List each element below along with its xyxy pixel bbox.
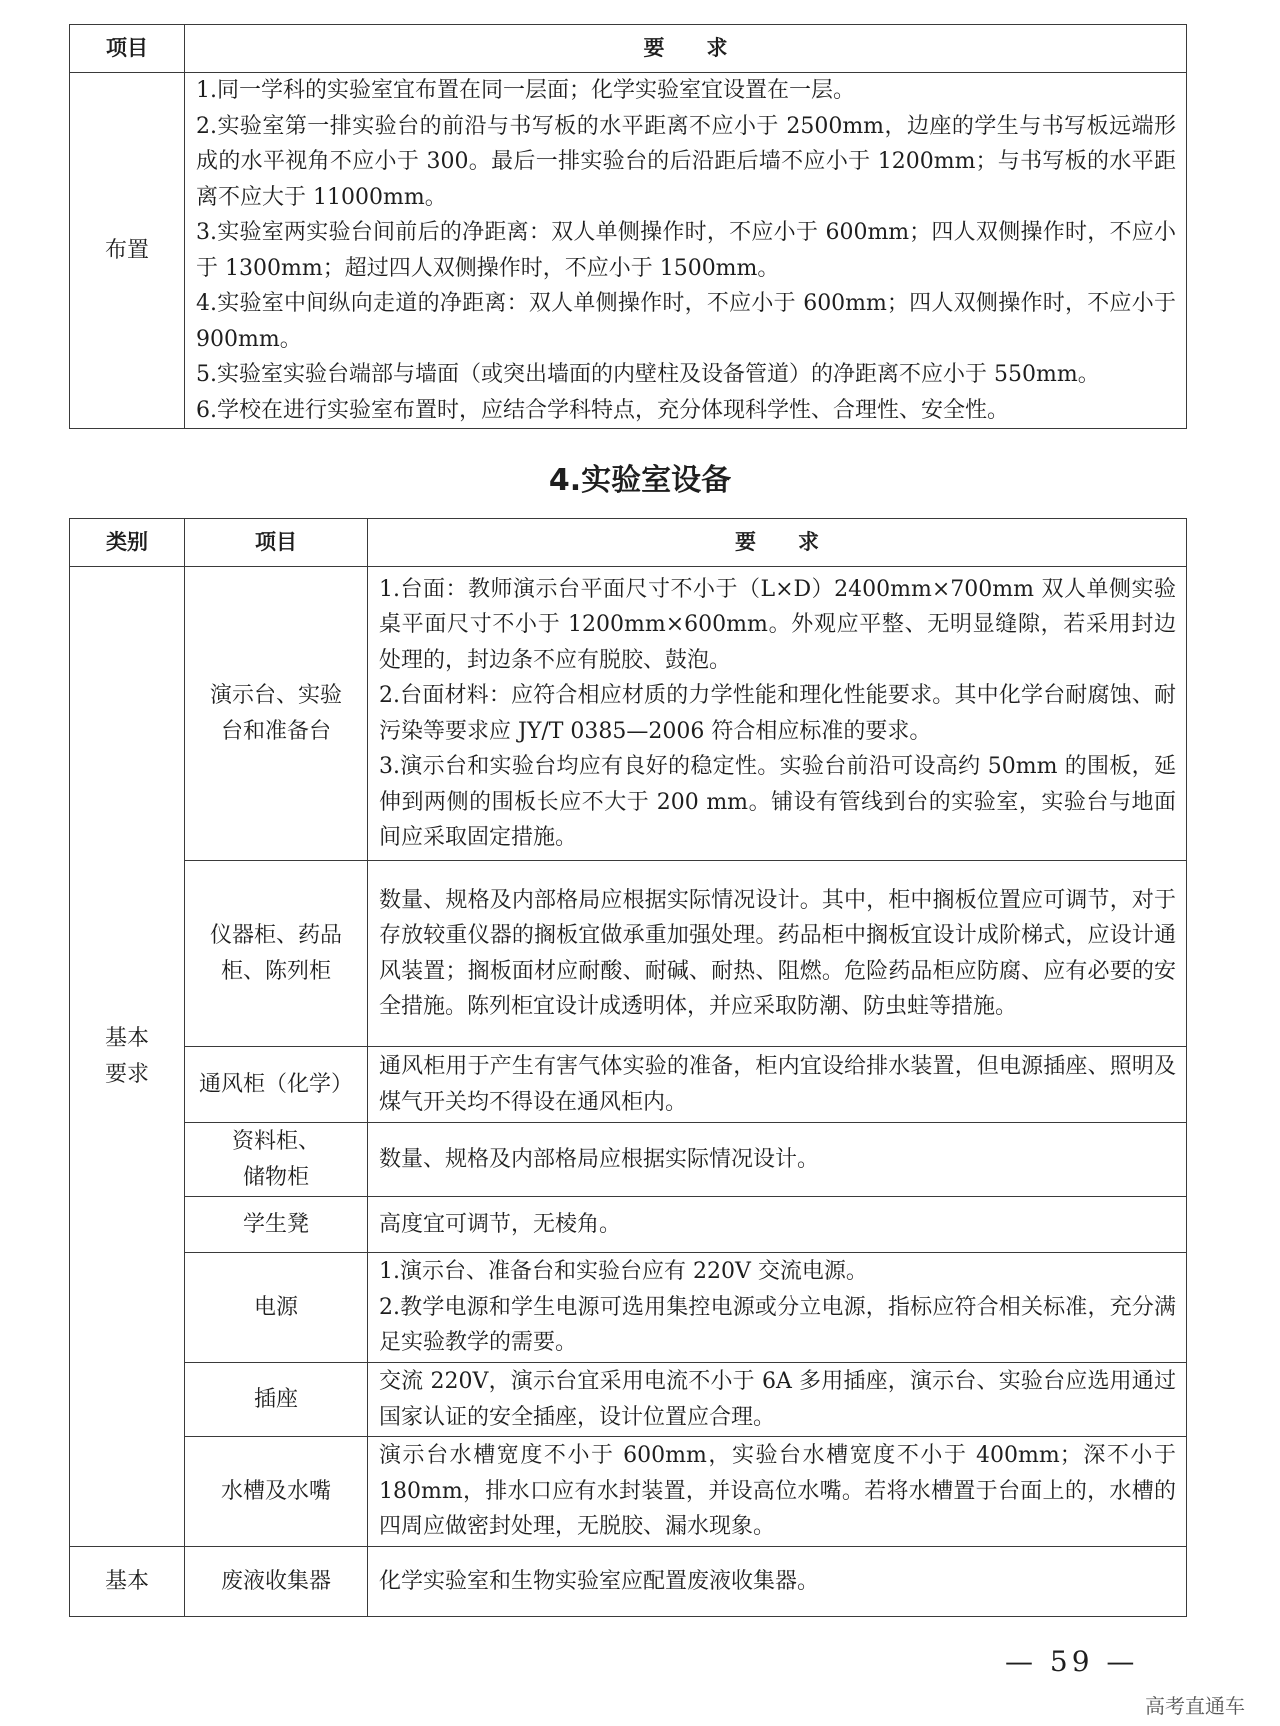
requirement-line: 1.演示台、准备台和实验台应有 220V 交流电源。 xyxy=(379,1259,868,1285)
equipment-requirements-table xyxy=(69,518,1187,1617)
requirement-line: 1.台面：教师演示台平面尺寸不小于（L×D）2400mm×700mm 双人单侧实验桌平面尺寸不小于 1200mm×600mm。外观应平整、无明显缝隙，若采用封边处理的，封边条不应有脱胶、鼓泡。 xyxy=(379,576,1176,673)
item-label: 通风柜（化学） xyxy=(185,1047,368,1123)
table-row xyxy=(70,1253,1187,1363)
item-label: 电源 xyxy=(185,1253,368,1363)
requirements-cell xyxy=(368,1363,1187,1437)
header-category: 类别 xyxy=(70,519,185,567)
item-label: 演示台、实验 台和准备台 xyxy=(185,567,368,861)
requirement-line: 1.同一学科的实验室宜布置在同一层面；化学实验室宜设置在一层。 xyxy=(196,78,855,103)
requirement-line: 交流 220V，演示台宜采用电流不小于 6A 多用插座，演示台、实验台应选用通过国家认证的安全插座，设计位置应合理。 xyxy=(379,1369,1176,1430)
table-row xyxy=(70,861,1187,1047)
requirement-line: 高度宜可调节，无棱角。 xyxy=(379,1211,622,1237)
requirements-cell xyxy=(368,1253,1187,1363)
requirement-line: 3.实验室两实验台间前后的净距离：双人单侧操作时，不应小于 600mm；四人双侧操作时，不应小于 1300mm；超过四人双侧操作时，不应小于 1500mm。 xyxy=(196,220,1176,281)
table-header-row xyxy=(70,519,1187,567)
layout-requirements-table xyxy=(69,24,1187,429)
requirement-line: 2.台面材料：应符合相应材质的力学性能和理化性能要求。其中化学台耐腐蚀、耐污染等要求应 JY/T 0385—2006 符合相应标准的要求。 xyxy=(379,683,1176,744)
item-label: 废液收集器 xyxy=(185,1547,368,1617)
item-label: 学生凳 xyxy=(185,1197,368,1253)
table-row xyxy=(70,1197,1187,1253)
requirement-line: 5.实验室实验台端部与墙面（或突出墙面的内壁柱及设备管道）的净距离不应小于 550mm。 xyxy=(196,362,1100,387)
item-label: 资料柜、 储物柜 xyxy=(185,1123,368,1197)
page-number: — 59 — xyxy=(1005,1645,1139,1678)
requirements-cell xyxy=(368,1047,1187,1123)
category-basic: 基本 xyxy=(70,1547,185,1617)
requirement-line: 2.教学电源和学生电源可选用集控电源或分立电源，指标应符合相关标准，充分满足实验教学的需要。 xyxy=(379,1294,1176,1356)
requirements-cell xyxy=(368,861,1187,1047)
section-heading: 4.实验室设备 xyxy=(548,463,732,498)
table-row xyxy=(70,1437,1187,1547)
requirement-line: 2.实验室第一排实验台的前沿与书写板的水平距离不应小于 2500mm，边座的学生与书写板远端形成的水平视角不应小于 300。最后一排实验台的后沿距后墙不应小于 1200mm；与书写板的水平距离不应大于 11000mm。 xyxy=(196,113,1176,210)
requirement-line: 6.学校在进行实验室布置时，应结合学科特点，充分体现科学性、合理性、安全性。 xyxy=(196,397,1009,423)
requirements-cell xyxy=(368,1197,1187,1253)
requirement-line: 演示台水槽宽度不小于 600mm，实验台水槽宽度不小于 400mm；深不小于 180mm，排水口应有水封装置，并设高位水嘴。若将水槽置于台面上的，水槽的四周应做密封处理，无脱胶、漏水现象。 xyxy=(379,1443,1176,1540)
table-row xyxy=(70,1547,1187,1617)
requirements-cell xyxy=(368,1123,1187,1197)
requirements-cell xyxy=(368,567,1187,861)
item-label: 插座 xyxy=(185,1363,368,1437)
requirement-line: 3.演示台和实验台均应有良好的稳定性。实验台前沿可设高约 50mm 的围板，延伸到两侧的围板长应不大于 200 mm。铺设有管线到台的实验室，实验台与地面间应采取固定措施。 xyxy=(379,754,1176,850)
header-item: 项目 xyxy=(185,519,368,567)
header-item: 项目 xyxy=(70,25,185,73)
header-requirements: 要 求 xyxy=(368,519,1187,567)
table-row xyxy=(70,1363,1187,1437)
table-row xyxy=(70,73,1187,429)
requirements-cell xyxy=(368,1437,1187,1547)
requirement-line: 化学实验室和生物实验室应配置废液收集器。 xyxy=(379,1568,820,1594)
requirement-line: 数量、规格及内部格局应根据实际情况设计。 xyxy=(379,1146,820,1172)
requirement-line: 通风柜用于产生有害气体实验的准备，柜内宜设给排水装置，但电源插座、照明及煤气开关均不得设在通风柜内。 xyxy=(379,1054,1176,1115)
category-basic-requirements xyxy=(70,567,185,1547)
watermark: 高考直通车 xyxy=(1145,1694,1245,1718)
header-requirements: 要 求 xyxy=(185,25,1187,73)
table-header-row xyxy=(70,25,1187,73)
row-label-layout: 布置 xyxy=(70,73,185,429)
requirement-line: 4.实验室中间纵向走道的净距离：双人单侧操作时，不应小于 600mm；四人双侧操作时，不应小于 900mm。 xyxy=(196,291,1176,352)
requirements-cell xyxy=(368,1547,1187,1617)
requirements-cell xyxy=(185,73,1187,429)
item-label: 水槽及水嘴 xyxy=(185,1437,368,1547)
requirement-line: 数量、规格及内部格局应根据实际情况设计。其中，柜中搁板位置应可调节，对于存放较重仪器的搁板宜做承重加强处理。药品柜中搁板宜设计成阶梯式，应设计通风装置；搁板面材应耐酸、耐碱、耐热、阻燃。危险药品柜应防腐、应有必要的安全措施。陈列柜宜设计成透明体，并应采取防潮、防虫蛀等措施。 xyxy=(379,887,1176,1019)
table-row xyxy=(70,567,1187,861)
table-row xyxy=(70,1047,1187,1123)
table-row xyxy=(70,1123,1187,1197)
item-label: 仪器柜、药品 柜、陈列柜 xyxy=(185,861,368,1047)
category-label: 基本 要求 xyxy=(104,1026,149,1087)
